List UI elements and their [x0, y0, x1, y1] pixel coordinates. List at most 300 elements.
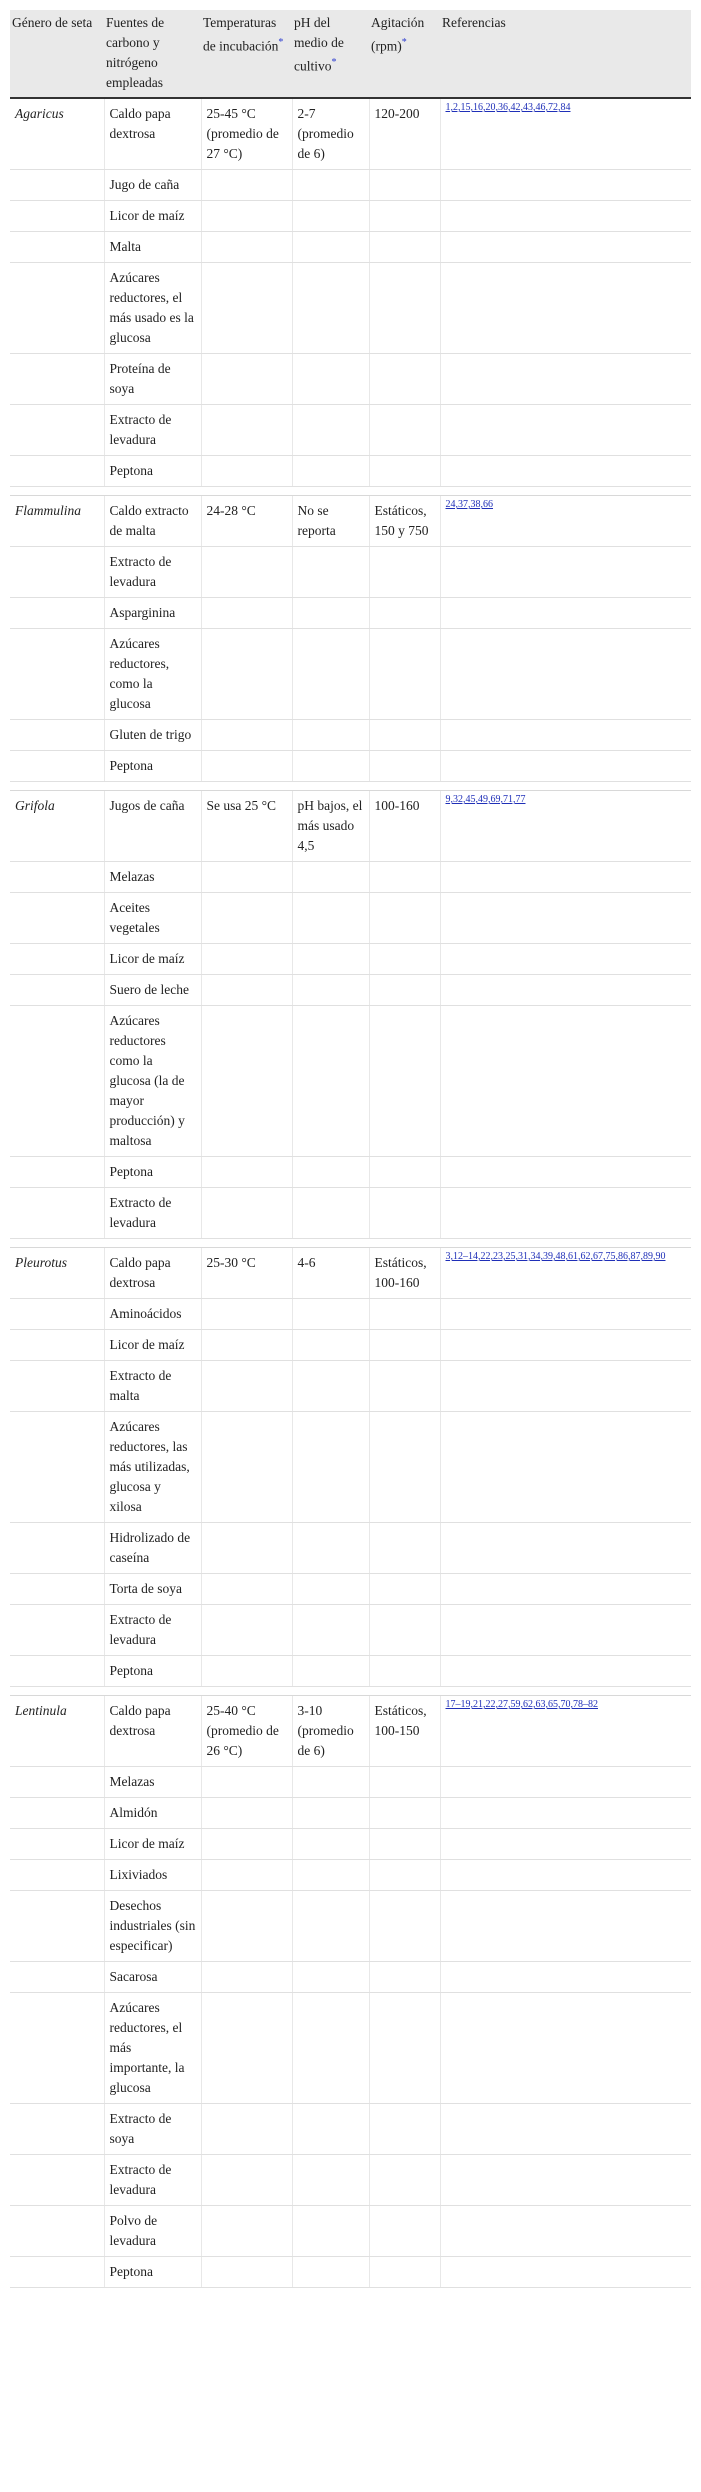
- agitation-cell: [369, 598, 440, 629]
- references-link: [440, 354, 691, 405]
- footnote-marker[interactable]: *: [278, 37, 284, 48]
- temperature-cell: [201, 1860, 292, 1891]
- temperature-cell: [201, 1248, 292, 1299]
- table-row: [10, 1523, 691, 1574]
- source-cell-text: Desechos industriales (sin especificar): [109, 1898, 196, 1953]
- references-link: [440, 1798, 691, 1829]
- table-row: [10, 1188, 691, 1239]
- separator-cell: [292, 1239, 369, 1248]
- genus-cell: [10, 201, 104, 232]
- source-cell: [104, 2155, 201, 2206]
- source-cell: [104, 1696, 201, 1767]
- table-row: [10, 2104, 691, 2155]
- references-link: [440, 1574, 691, 1605]
- source-cell: [104, 1006, 201, 1157]
- temperature-cell: [201, 170, 292, 201]
- source-cell-text: Peptona: [109, 1663, 153, 1678]
- references-link: [440, 201, 691, 232]
- source-cell: [104, 201, 201, 232]
- source-cell-text: Azúcares reductores, las más utilizadas, glucosa y xilosa: [109, 1419, 190, 1514]
- source-cell-text: Aceites vegetales: [109, 900, 160, 935]
- genus-cell: [10, 944, 104, 975]
- separator-cell: [369, 1687, 440, 1696]
- source-cell-text: Almidón: [109, 1805, 158, 1820]
- references-link: [440, 2206, 691, 2257]
- temperature-cell: [201, 893, 292, 944]
- table-row: [10, 1860, 691, 1891]
- table-row: [10, 263, 691, 354]
- table-row: [10, 405, 691, 456]
- temperature-cell: [201, 1767, 292, 1798]
- references-link: [440, 232, 691, 263]
- ph-cell-text: pH bajos, el más usado 4,5: [297, 798, 363, 853]
- temperature-cell: [201, 1330, 292, 1361]
- ph-cell-text: 3-10 (promedio de 6): [297, 1703, 354, 1758]
- agitation-cell: [369, 1962, 440, 1993]
- ph-cell: [292, 1891, 369, 1962]
- ph-cell: [292, 98, 369, 170]
- agitation-cell: [369, 791, 440, 862]
- source-cell-text: Proteína de soya: [109, 361, 171, 396]
- agitation-cell: [369, 1157, 440, 1188]
- table-row: [10, 720, 691, 751]
- table-row: [10, 232, 691, 263]
- table-row: [10, 1605, 691, 1656]
- table-row: [10, 629, 691, 720]
- references-link: [440, 598, 691, 629]
- source-cell-text: Extracto de soya: [109, 2111, 172, 2146]
- genus-cell: [10, 791, 104, 862]
- references-link[interactable]: [440, 1248, 691, 1299]
- references-link[interactable]: [440, 1696, 691, 1767]
- ph-cell: [292, 1412, 369, 1523]
- table-row: [10, 547, 691, 598]
- table-row: [10, 1829, 691, 1860]
- source-cell-text: Polvo de levadura: [109, 2213, 158, 2248]
- genus-cell: [10, 975, 104, 1006]
- agitation-cell: [369, 456, 440, 487]
- source-cell: [104, 1860, 201, 1891]
- source-cell: [104, 1891, 201, 1962]
- temperature-cell: [201, 456, 292, 487]
- header-agitation: Agitación (rpm)*: [369, 10, 440, 98]
- source-cell: [104, 944, 201, 975]
- temperature-cell: [201, 720, 292, 751]
- source-cell-text: Jugos de caña: [109, 798, 185, 813]
- genus-cell-text: Pleurotus: [15, 1255, 67, 1270]
- separator-cell: [10, 1687, 104, 1696]
- source-cell: [104, 1188, 201, 1239]
- genus-cell: [10, 2206, 104, 2257]
- genus-cell: [10, 1248, 104, 1299]
- header-references: Referencias: [440, 10, 691, 98]
- agitation-cell: [369, 1330, 440, 1361]
- source-cell-text: Licor de maíz: [109, 208, 185, 223]
- agitation-cell: [369, 1993, 440, 2104]
- genus-cell: [10, 893, 104, 944]
- genus-cell: [10, 1860, 104, 1891]
- separator-cell: [440, 1687, 691, 1696]
- genus-cell: [10, 547, 104, 598]
- separator-cell: [201, 782, 292, 791]
- source-cell: [104, 170, 201, 201]
- table-row: [10, 170, 691, 201]
- ph-cell: [292, 170, 369, 201]
- references-link: [440, 263, 691, 354]
- source-cell-text: Extracto de levadura: [109, 2162, 172, 2197]
- source-cell: [104, 720, 201, 751]
- temperature-cell-text: 24-28 °C: [206, 503, 256, 518]
- separator-cell: [440, 487, 691, 496]
- ph-cell: [292, 1299, 369, 1330]
- references-link: [440, 862, 691, 893]
- source-cell: [104, 791, 201, 862]
- temperature-cell: [201, 232, 292, 263]
- genus-cell: [10, 98, 104, 170]
- ph-cell: [292, 1188, 369, 1239]
- genus-cell: [10, 263, 104, 354]
- genus-cell: [10, 1006, 104, 1157]
- ph-cell: [292, 354, 369, 405]
- ph-cell-text: 4-6: [297, 1255, 316, 1270]
- ph-cell: [292, 720, 369, 751]
- temperature-cell: [201, 1574, 292, 1605]
- separator-cell: [201, 487, 292, 496]
- footnote-marker[interactable]: *: [401, 37, 407, 48]
- temperature-cell: [201, 862, 292, 893]
- agitation-cell: [369, 232, 440, 263]
- separator-cell: [104, 782, 201, 791]
- agitation-cell: [369, 751, 440, 782]
- references-link: [440, 1962, 691, 1993]
- agitation-cell: [369, 1656, 440, 1687]
- ph-cell: [292, 1605, 369, 1656]
- separator-cell: [10, 782, 104, 791]
- table-row: [10, 1006, 691, 1157]
- separator-cell: [292, 1687, 369, 1696]
- source-cell-text: Azúcares reductores, como la glucosa: [109, 636, 170, 711]
- agitation-cell: [369, 629, 440, 720]
- ph-cell: [292, 1523, 369, 1574]
- temperature-cell: [201, 1412, 292, 1523]
- source-cell-text: Extracto de levadura: [109, 1195, 172, 1230]
- table-row: [10, 456, 691, 487]
- source-cell: [104, 1767, 201, 1798]
- agitation-cell: [369, 1188, 440, 1239]
- references-link: [440, 170, 691, 201]
- table-row: [10, 2206, 691, 2257]
- agitation-cell: [369, 354, 440, 405]
- temperature-cell: [201, 791, 292, 862]
- table-row: [10, 975, 691, 1006]
- source-cell-text: Malta: [109, 239, 141, 254]
- source-cell-text: Caldo papa dextrosa: [109, 1255, 171, 1290]
- references-link-text[interactable]: 9,32,45,49,69,71,77: [445, 794, 526, 805]
- references-link-text[interactable]: 1,2,15,16,20,36,42,43,46,72,84: [445, 102, 571, 113]
- agitation-cell: [369, 1361, 440, 1412]
- agitation-cell: [369, 1798, 440, 1829]
- separator-cell: [104, 1239, 201, 1248]
- source-cell: [104, 1993, 201, 2104]
- genus-cell: [10, 862, 104, 893]
- ph-cell: [292, 944, 369, 975]
- ph-cell: [292, 201, 369, 232]
- header-temperature: Temperaturas de incubación*: [201, 10, 292, 98]
- source-cell-text: Caldo extracto de malta: [109, 503, 189, 538]
- table-row: [10, 1962, 691, 1993]
- source-cell: [104, 2104, 201, 2155]
- genus-cell: [10, 1962, 104, 1993]
- table-body: [10, 98, 691, 2288]
- genus-cell-text: Flammulina: [15, 503, 81, 518]
- source-cell: [104, 1248, 201, 1299]
- separator-cell: [201, 1239, 292, 1248]
- temperature-cell-text: 25-45 °C (promedio de 27 °C): [206, 106, 279, 161]
- table-row: [10, 791, 691, 862]
- source-cell-text: Peptona: [109, 758, 153, 773]
- temperature-cell: [201, 496, 292, 547]
- source-cell: [104, 2257, 201, 2288]
- separator-cell: [201, 1687, 292, 1696]
- table-row: [10, 1767, 691, 1798]
- ph-cell: [292, 405, 369, 456]
- source-cell-text: Aminoácidos: [109, 1306, 182, 1321]
- table-row: [10, 1574, 691, 1605]
- agitation-cell: [369, 893, 440, 944]
- source-cell: [104, 1798, 201, 1829]
- references-link: [440, 1188, 691, 1239]
- agitation-cell: [369, 720, 440, 751]
- genus-cell: [10, 1157, 104, 1188]
- genus-cell-text: Agaricus: [15, 106, 64, 121]
- references-link-text[interactable]: 17–19,21,22,27,59,62,63,65,70,78–82: [445, 1699, 598, 1710]
- separator-cell: [104, 487, 201, 496]
- ph-cell: [292, 629, 369, 720]
- table-row: [10, 2155, 691, 2206]
- group-separator: [10, 1239, 691, 1248]
- agitation-cell: [369, 1605, 440, 1656]
- source-cell: [104, 893, 201, 944]
- genus-cell: [10, 354, 104, 405]
- genus-cell-text: Grifola: [15, 798, 55, 813]
- table-row: [10, 1412, 691, 1523]
- ph-cell: [292, 2104, 369, 2155]
- source-cell-text: Licor de maíz: [109, 1836, 185, 1851]
- header-genus: Género de seta: [10, 10, 104, 98]
- ph-cell: [292, 1696, 369, 1767]
- temperature-cell: [201, 263, 292, 354]
- genus-cell: [10, 456, 104, 487]
- separator-cell: [369, 1239, 440, 1248]
- source-cell: [104, 98, 201, 170]
- references-link: [440, 720, 691, 751]
- header-sources: Fuentes de carbono y nitrógeno empleadas: [104, 10, 201, 98]
- temperature-cell: [201, 201, 292, 232]
- genus-cell: [10, 405, 104, 456]
- temperature-cell: [201, 1891, 292, 1962]
- table-row: [10, 862, 691, 893]
- agitation-cell: [369, 170, 440, 201]
- source-cell: [104, 1299, 201, 1330]
- genus-cell: [10, 496, 104, 547]
- source-cell-text: Azúcares reductores como la glucosa (la de mayor producción) y maltosa: [109, 1013, 185, 1148]
- source-cell: [104, 2206, 201, 2257]
- source-cell-text: Azúcares reductores, el más usado es la glucosa: [109, 270, 194, 345]
- references-link: [440, 1891, 691, 1962]
- ph-cell: [292, 1993, 369, 2104]
- references-link: [440, 893, 691, 944]
- source-cell-text: Melazas: [109, 1774, 155, 1789]
- source-cell-text: Gluten de trigo: [109, 727, 192, 742]
- agitation-cell-text: Estáticos, 150 y 750: [374, 503, 429, 538]
- group-separator: [10, 1687, 691, 1696]
- genus-cell: [10, 232, 104, 263]
- references-link[interactable]: [440, 496, 691, 547]
- temperature-cell: [201, 2257, 292, 2288]
- source-cell-text: Licor de maíz: [109, 1337, 185, 1352]
- references-link: [440, 944, 691, 975]
- genus-cell: [10, 1361, 104, 1412]
- agitation-cell-text: Estáticos, 100-150: [374, 1703, 427, 1738]
- genus-cell: [10, 1891, 104, 1962]
- genus-cell: [10, 1412, 104, 1523]
- temperature-cell: [201, 1798, 292, 1829]
- temperature-cell: [201, 2206, 292, 2257]
- footnote-marker[interactable]: *: [331, 57, 337, 68]
- table-row: [10, 893, 691, 944]
- temperature-cell-text: 25-30 °C: [206, 1255, 256, 1270]
- agitation-cell: [369, 1248, 440, 1299]
- culture-conditions-table: [10, 10, 691, 2288]
- references-link-text[interactable]: 24,37,38,66: [445, 499, 493, 510]
- source-cell-text: Suero de leche: [109, 982, 189, 997]
- source-cell: [104, 547, 201, 598]
- separator-cell: [369, 782, 440, 791]
- source-cell: [104, 1523, 201, 1574]
- source-cell: [104, 232, 201, 263]
- references-link: [440, 1361, 691, 1412]
- source-cell-text: Azúcares reductores, el más importante, la glucosa: [109, 2000, 185, 2095]
- table-row: [10, 1248, 691, 1299]
- source-cell-text: Extracto de levadura: [109, 554, 172, 589]
- agitation-cell: [369, 2155, 440, 2206]
- ph-cell: [292, 598, 369, 629]
- source-cell: [104, 629, 201, 720]
- temperature-cell: [201, 1829, 292, 1860]
- references-link: [440, 1299, 691, 1330]
- table-row: [10, 1798, 691, 1829]
- table-row: [10, 751, 691, 782]
- references-link: [440, 1157, 691, 1188]
- genus-cell: [10, 1299, 104, 1330]
- temperature-cell: [201, 975, 292, 1006]
- source-cell-text: Lixiviados: [109, 1867, 168, 1882]
- table-row: [10, 1656, 691, 1687]
- temperature-cell: [201, 944, 292, 975]
- references-link: [440, 1993, 691, 2104]
- agitation-cell: [369, 1696, 440, 1767]
- references-link: [440, 1605, 691, 1656]
- ph-cell: [292, 1330, 369, 1361]
- group-separator: [10, 487, 691, 496]
- references-link: [440, 405, 691, 456]
- table-row: [10, 1891, 691, 1962]
- ph-cell: [292, 2257, 369, 2288]
- agitation-cell: [369, 98, 440, 170]
- temperature-cell-text: Se usa 25 °C: [206, 798, 277, 813]
- table-row: [10, 1361, 691, 1412]
- ph-cell: [292, 547, 369, 598]
- ph-cell: [292, 751, 369, 782]
- references-link: [440, 1829, 691, 1860]
- ph-cell: [292, 2155, 369, 2206]
- source-cell: [104, 1330, 201, 1361]
- agitation-cell: [369, 1523, 440, 1574]
- ph-cell: [292, 1829, 369, 1860]
- source-cell-text: Extracto de levadura: [109, 1612, 172, 1647]
- temperature-cell: [201, 1523, 292, 1574]
- temperature-cell: [201, 1188, 292, 1239]
- ph-cell: [292, 1798, 369, 1829]
- source-cell: [104, 354, 201, 405]
- references-link[interactable]: [440, 791, 691, 862]
- agitation-cell: [369, 975, 440, 1006]
- agitation-cell: [369, 263, 440, 354]
- source-cell: [104, 263, 201, 354]
- temperature-cell: [201, 1006, 292, 1157]
- references-link: [440, 2257, 691, 2288]
- source-cell-text: Sacarosa: [109, 1969, 158, 1984]
- agitation-cell: [369, 496, 440, 547]
- references-link: [440, 2155, 691, 2206]
- genus-cell: [10, 1605, 104, 1656]
- source-cell: [104, 1962, 201, 1993]
- agitation-cell-text: 120-200: [374, 106, 420, 121]
- ph-cell: [292, 496, 369, 547]
- source-cell-text: Jugo de caña: [109, 177, 180, 192]
- genus-cell: [10, 1523, 104, 1574]
- agitation-cell: [369, 201, 440, 232]
- ph-cell: [292, 1157, 369, 1188]
- temperature-cell-text: 25-40 °C (promedio de 26 °C): [206, 1703, 279, 1758]
- references-link-text[interactable]: 3,12–14,22,23,25,31,34,39,48,61,62,67,75,86,87,89,90: [445, 1251, 666, 1262]
- source-cell-text: Peptona: [109, 463, 153, 478]
- genus-cell: [10, 598, 104, 629]
- genus-cell: [10, 1829, 104, 1860]
- ph-cell: [292, 1361, 369, 1412]
- genus-cell-text: Lentinula: [15, 1703, 67, 1718]
- ph-cell: [292, 1574, 369, 1605]
- table-row: [10, 1157, 691, 1188]
- agitation-cell: [369, 547, 440, 598]
- genus-cell: [10, 1993, 104, 2104]
- references-link[interactable]: [440, 98, 691, 170]
- separator-cell: [292, 487, 369, 496]
- source-cell-text: Torta de soya: [109, 1581, 183, 1596]
- source-cell-text: Caldo papa dextrosa: [109, 1703, 171, 1738]
- ph-cell: [292, 232, 369, 263]
- separator-cell: [104, 1687, 201, 1696]
- references-link: [440, 751, 691, 782]
- agitation-cell-text: Estáticos, 100-160: [374, 1255, 427, 1290]
- ph-cell: [292, 1860, 369, 1891]
- ph-cell: [292, 862, 369, 893]
- ph-cell: [292, 1656, 369, 1687]
- table-row: [10, 1696, 691, 1767]
- ph-cell: [292, 2206, 369, 2257]
- genus-cell: [10, 751, 104, 782]
- agitation-cell: [369, 405, 440, 456]
